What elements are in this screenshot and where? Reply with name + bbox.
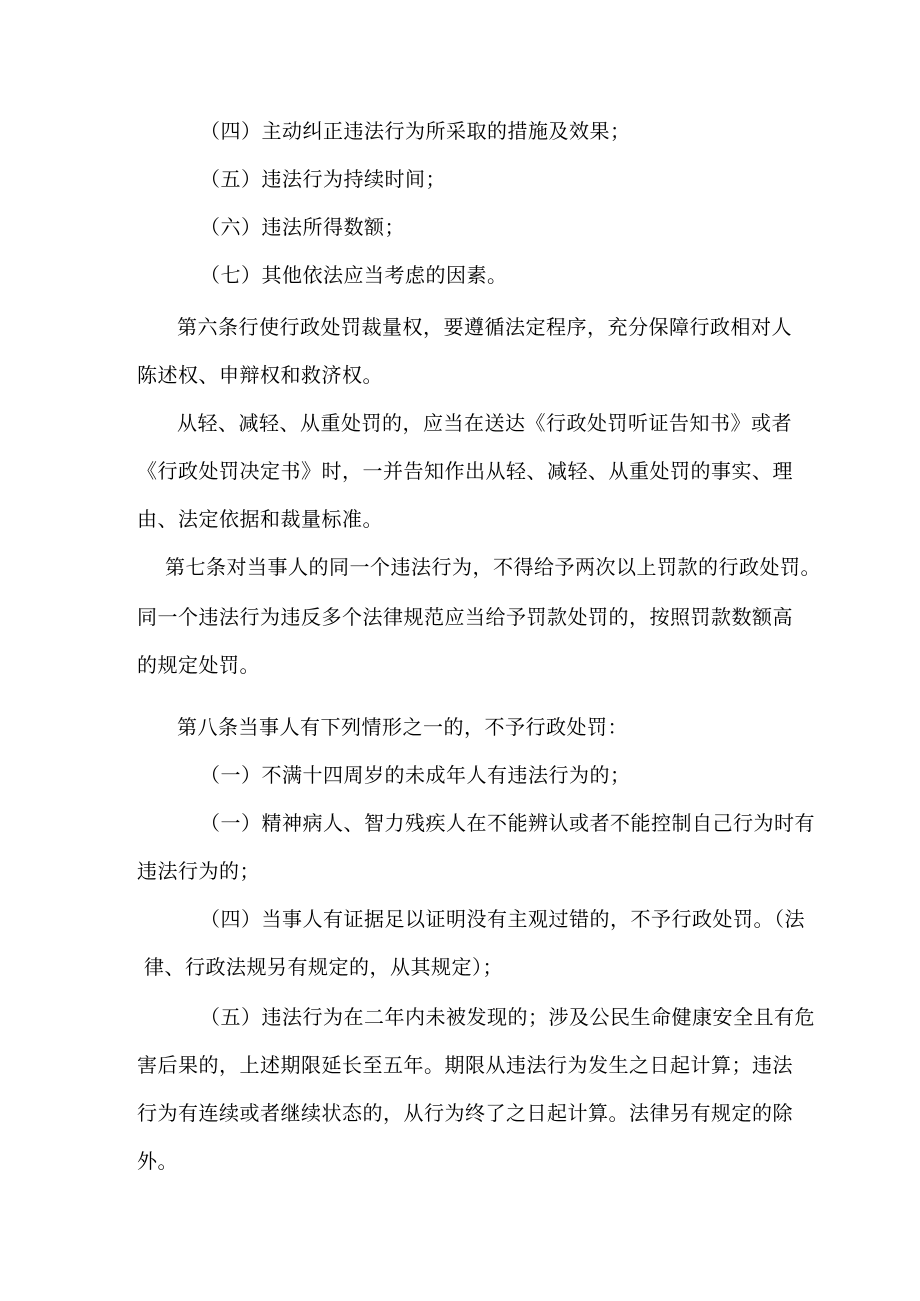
- document-line: 《行政处罚决定书》时，一并告知作出从轻、减轻、从重处罚的事实、理: [137, 459, 793, 483]
- document-line: （六）违法所得数额；: [200, 215, 405, 239]
- document-line: （五）违法行为在二年内未被发现的；涉及公民生命健康安全且有危: [200, 1005, 815, 1029]
- document-line: 违法行为的；: [137, 859, 260, 883]
- document-line: （四）主动纠正违法行为所采取的措施及效果；: [200, 119, 631, 143]
- document-line: 陈述权、申辩权和救济权。: [137, 363, 383, 387]
- document-line: 由、法定依据和裁量标准。: [137, 507, 383, 531]
- document-line: 律、行政法规另有规定的，从其规定）；: [144, 955, 503, 979]
- document-line: 从轻、减轻、从重处罚的，应当在送达《行政处罚听证告知书》或者: [177, 411, 792, 435]
- document-line: 外。: [137, 1149, 178, 1173]
- document-line: （一）不满十四周岁的未成年人有违法行为的；: [200, 763, 631, 787]
- document-line: （七）其他依法应当考虑的因素。: [200, 263, 508, 287]
- document-line: （五）违法行为持续时间；: [200, 167, 446, 191]
- document-line: （四）当事人有证据足以证明没有主观过错的，不予行政处罚。（法: [200, 907, 805, 931]
- document-line: 同一个违法行为违反多个法律规范应当给予罚款处罚的，按照罚款数额高: [137, 605, 793, 629]
- document-line: 害后果的，上述期限延长至五年。期限从违法行为发生之日起计算；违法: [137, 1053, 793, 1077]
- document-line: 的规定处罚。: [137, 653, 260, 677]
- document-line: 第七条对当事人的同一个违法行为，不得给予两次以上罚款的行政处罚。: [165, 555, 821, 579]
- document-line: 第八条当事人有下列情形之一的，不予行政处罚：: [177, 715, 628, 739]
- document-line: （一）精神病人、智力残疾人在不能辨认或者不能控制自己行为时有: [200, 811, 815, 835]
- document-line: 行为有连续或者继续状态的，从行为终了之日起计算。法律另有规定的除: [137, 1101, 793, 1125]
- document-line: 第六条行使行政处罚裁量权，要遵循法定程序，充分保障行政相对人: [177, 315, 792, 339]
